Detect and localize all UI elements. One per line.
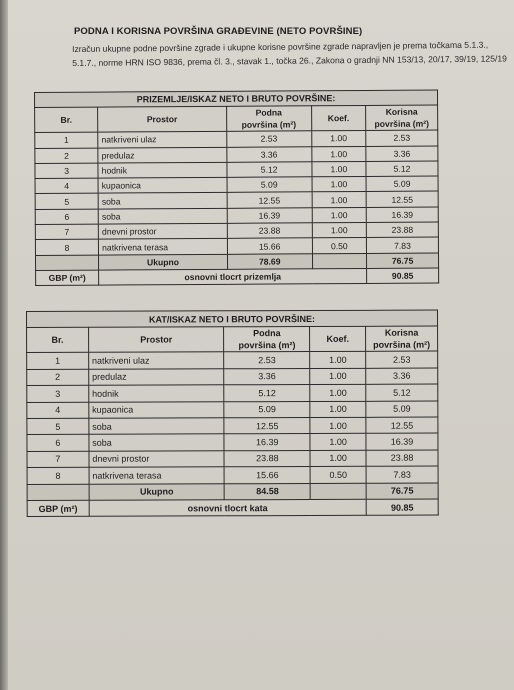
total-korisna: 76.75 xyxy=(367,253,439,269)
header-podna-line2: površina (m²) xyxy=(238,340,296,351)
header-koef: Koef. xyxy=(310,327,366,352)
header-podna xyxy=(224,327,310,352)
row-podna: 15.66 xyxy=(224,467,310,484)
row-prostor: dnevni prostor xyxy=(89,451,225,468)
row-number: 2 xyxy=(35,148,98,164)
row-podna: 5.09 xyxy=(227,177,312,193)
gbp-description: osnovni tlocrt kata xyxy=(89,499,366,516)
row-prostor: natkrivena terasa xyxy=(89,467,225,484)
row-number: 3 xyxy=(35,163,98,179)
gbp-label: GBP (m²) xyxy=(27,500,89,517)
header-korisna-line1: Korisna xyxy=(384,328,419,339)
row-podna: 5.12 xyxy=(224,385,310,402)
table-row xyxy=(27,368,438,386)
row-number: 8 xyxy=(35,239,98,255)
header-koef: Koef. xyxy=(311,106,366,131)
row-koef: 1.00 xyxy=(312,223,367,239)
row-korisna: 5.09 xyxy=(366,176,438,192)
row-korisna: 2.53 xyxy=(366,351,438,368)
total-podna: 78.69 xyxy=(227,253,312,269)
page-edge-shadow xyxy=(0,0,8,690)
header-korisna-line2: površina (m²) xyxy=(373,339,431,351)
row-prostor: natkrivena terasa xyxy=(99,239,228,255)
header-korisna-line1: Korisna xyxy=(385,106,418,118)
gbp-value: 90.85 xyxy=(367,268,439,284)
row-prostor: soba xyxy=(98,193,227,209)
header-podna-line2: površina (m²) xyxy=(241,119,297,131)
row-prostor: predulaz xyxy=(98,147,227,163)
row-koef: 1.00 xyxy=(310,352,366,369)
row-korisna: 7.83 xyxy=(366,466,438,483)
row-podna: 16.39 xyxy=(224,434,310,451)
total-koef-empty xyxy=(310,483,366,500)
row-prostor: natkriveni ulaz xyxy=(88,352,224,369)
row-number: 5 xyxy=(35,194,98,210)
row-number: 4 xyxy=(27,402,89,419)
row-koef: 1.00 xyxy=(312,177,367,193)
total-row xyxy=(27,483,438,501)
row-number: 8 xyxy=(27,467,89,484)
row-podna: 3.36 xyxy=(224,368,310,385)
gbp-value: 90.85 xyxy=(366,499,438,516)
row-koef: 1.00 xyxy=(312,192,367,208)
row-korisna: 2.53 xyxy=(366,130,438,146)
gbp-label: GBP (m²) xyxy=(36,270,99,286)
header-br: Br. xyxy=(35,107,98,132)
gbp-row xyxy=(27,499,438,517)
header-korisna xyxy=(366,326,438,351)
table-title: PRIZEMLJE/ISKAZ NETO I BRUTO POVRŠINE: xyxy=(35,90,438,108)
row-koef: 1.00 xyxy=(310,384,366,401)
row-number: 2 xyxy=(27,369,89,386)
row-number: 1 xyxy=(27,353,89,370)
header-prostor: Prostor xyxy=(98,107,227,133)
header-podna-line1: Podna xyxy=(255,107,282,118)
row-korisna: 16.39 xyxy=(366,433,438,450)
row-korisna: 5.09 xyxy=(366,401,438,418)
row-koef: 1.00 xyxy=(310,450,366,467)
paragraph-line: Izračun ukupne podne površine zgrade i ukupne korisne površine zgrade napravljen je prema točkama 5.1.3., xyxy=(72,39,489,54)
row-podna: 3.36 xyxy=(227,146,312,162)
table-title: KAT/ISKAZ NETO I BRUTO POVRŠINE: xyxy=(27,310,438,328)
row-korisna: 16.39 xyxy=(366,207,438,223)
row-podna: 12.55 xyxy=(224,417,310,434)
row-korisna: 23.88 xyxy=(366,222,438,238)
row-number: 4 xyxy=(35,178,98,194)
row-korisna: 5.12 xyxy=(366,384,438,401)
table-header-row xyxy=(35,105,438,132)
row-prostor: kupaonica xyxy=(98,178,227,194)
gbp-row xyxy=(36,268,439,286)
row-korisna: 23.88 xyxy=(366,450,438,467)
total-label: Ukupno xyxy=(89,483,225,500)
row-korisna: 12.55 xyxy=(366,192,438,208)
table-row xyxy=(27,401,438,419)
row-number: 3 xyxy=(27,385,89,402)
row-koef: 1.00 xyxy=(310,417,366,434)
row-podna: 16.39 xyxy=(227,208,312,224)
paragraph-line: 5.1.7., norme HRN ISO 9836, prema čl. 3., stavak 1., točka 26., Zakona o gradnji NN 153/13, 20/17, 39/19, 125/19 xyxy=(72,53,507,68)
table-row xyxy=(27,351,438,369)
row-prostor: dnevni prostor xyxy=(98,223,227,239)
row-koef: 0.50 xyxy=(312,238,367,254)
row-podna: 23.88 xyxy=(227,223,312,239)
row-number: 1 xyxy=(35,132,98,148)
row-prostor: predulaz xyxy=(89,369,225,386)
row-prostor: soba xyxy=(89,418,225,435)
row-number: 6 xyxy=(35,209,98,225)
gbp-description: osnovni tlocrt prizemlja xyxy=(99,268,367,285)
row-korisna: 3.36 xyxy=(366,146,438,162)
table-row xyxy=(27,433,438,451)
row-koef: 1.00 xyxy=(310,434,366,451)
ground-floor-table xyxy=(34,90,439,287)
intro-paragraph xyxy=(72,37,508,70)
row-korisna: 7.83 xyxy=(366,237,438,253)
table-row xyxy=(27,450,438,468)
row-number: 7 xyxy=(27,451,89,468)
row-podna: 12.55 xyxy=(227,192,312,208)
row-koef: 1.00 xyxy=(310,401,366,418)
row-koef: 1.00 xyxy=(311,146,366,162)
section-heading: PODNA I KORISNA POVRŠINA GRAĐEVINE (NETO POVRŠINE) xyxy=(74,26,363,37)
row-prostor: natkriveni ulaz xyxy=(98,132,227,148)
header-podna-line1: Podna xyxy=(253,328,281,339)
row-number: 6 xyxy=(27,435,89,452)
header-korisna xyxy=(366,105,438,130)
row-number: 5 xyxy=(27,418,89,435)
row-podna: 5.09 xyxy=(224,401,310,418)
header-podna xyxy=(226,106,311,132)
table-row xyxy=(27,466,438,484)
table-row xyxy=(27,417,438,435)
table-row xyxy=(27,384,438,402)
total-label: Ukupno xyxy=(99,254,228,270)
row-koef: 1.00 xyxy=(312,161,367,177)
row-koef: 0.50 xyxy=(310,466,366,483)
row-koef: 1.00 xyxy=(312,207,367,223)
row-koef: 1.00 xyxy=(310,368,366,385)
total-korisna: 76.75 xyxy=(366,483,438,500)
row-number: 7 xyxy=(35,224,98,240)
row-podna: 5.12 xyxy=(227,162,312,178)
total-empty-cell xyxy=(35,255,98,271)
row-korisna: 5.12 xyxy=(366,161,438,177)
row-korisna: 12.55 xyxy=(366,417,438,434)
row-prostor: hodnik xyxy=(98,162,227,178)
total-koef-empty xyxy=(312,253,367,269)
row-prostor: hodnik xyxy=(89,385,225,402)
row-podna: 23.88 xyxy=(224,450,310,467)
header-br: Br. xyxy=(27,328,89,353)
row-podna: 2.53 xyxy=(226,131,311,147)
total-empty-cell xyxy=(27,484,89,501)
total-podna: 84.58 xyxy=(225,483,311,500)
row-prostor: soba xyxy=(89,434,225,451)
row-podna: 2.53 xyxy=(224,352,310,369)
row-prostor: soba xyxy=(98,208,227,224)
row-korisna: 3.36 xyxy=(366,368,438,385)
row-podna: 15.66 xyxy=(227,238,312,254)
header-korisna-line2: površina (m²) xyxy=(374,118,429,130)
header-prostor: Prostor xyxy=(88,327,224,352)
table-header-row xyxy=(27,326,438,352)
table-title-row xyxy=(27,310,438,328)
upper-floor-table xyxy=(26,310,439,518)
row-koef: 1.00 xyxy=(311,131,366,147)
row-prostor: kupaonica xyxy=(89,401,225,418)
